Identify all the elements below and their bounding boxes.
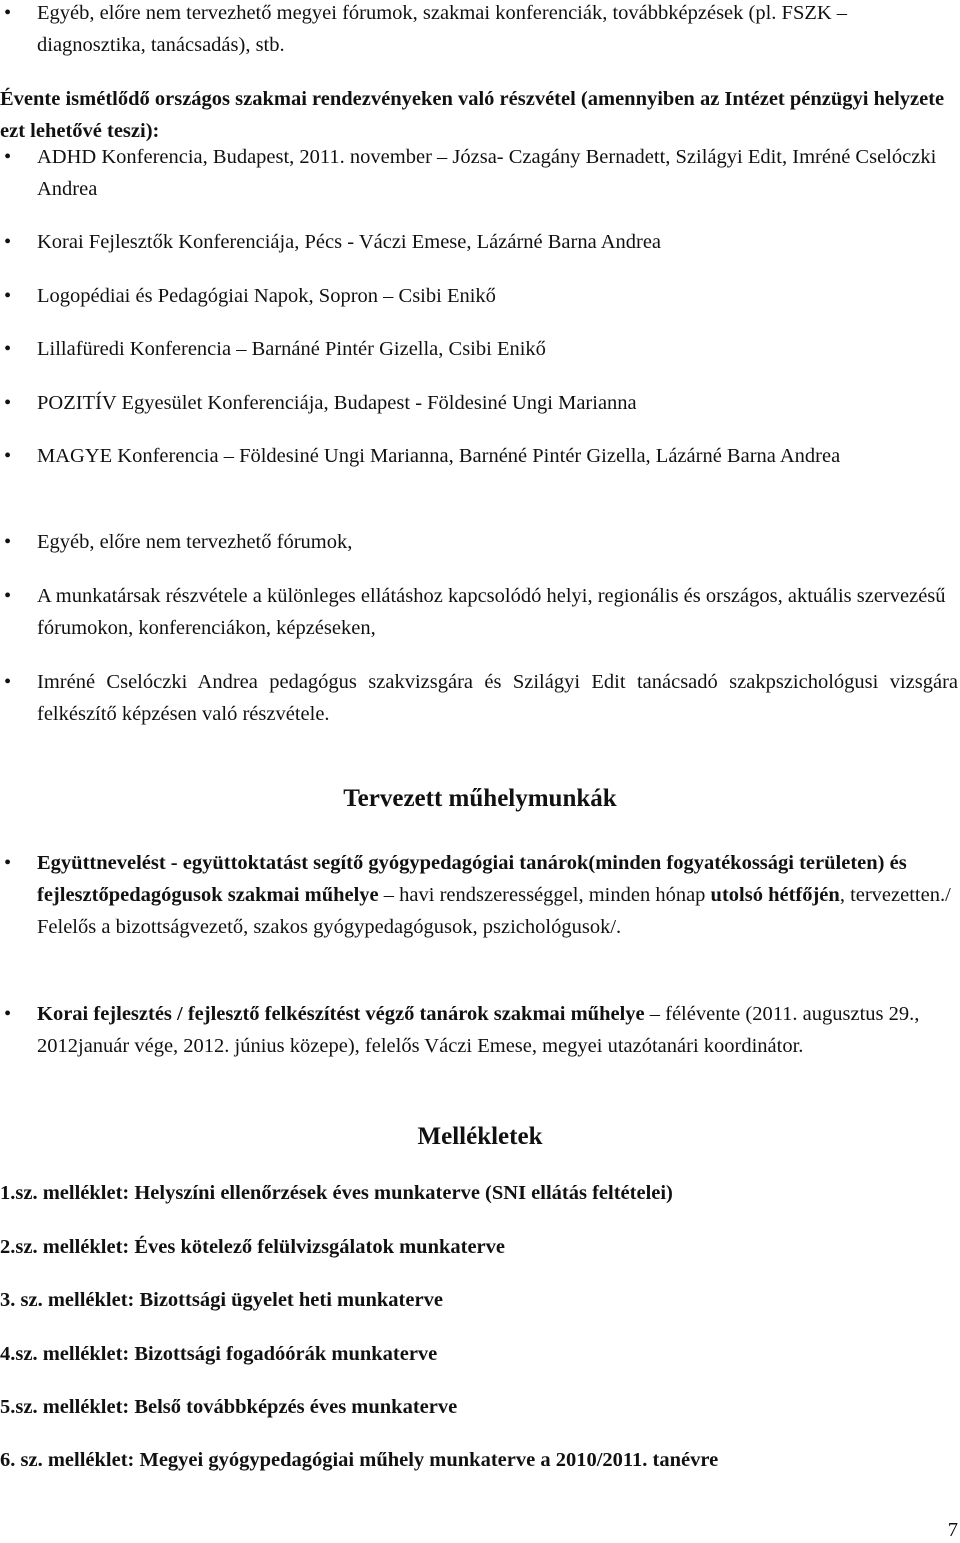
section-heading-workshops: Tervezett műhelymunkák [343,785,617,812]
list-item-text: ADHD Konferencia, Budapest, 2011. november – Józsa- Czagány Bernadett, Szilágyi Edit, Imréné Cselóczki Andrea [37,146,937,200]
workshop-title: Együttnevelést - együttoktatást segítő gyógypedagógiai tanárok(minden fogyatékossági területen) és fejlesztőpedagógusok szakmai műhelye [37,852,907,906]
list-item [0,998,958,1062]
list-item-text: Imréné Cselóczki Andrea pedagógus szakvizsgára és Szilágyi Edit tanácsadó szakpszichológusi vizsgára felkészítő képzésen való részvétele. [37,671,958,725]
list-item-text: Korai Fejlesztők Konferenciája, Pécs - Váczi Emese, Lázárné Barna Andrea [37,231,662,253]
list-item-text: Lillafüredi Konferencia – Barnáné Pintér Gizella, Csibi Enikő [37,338,546,360]
attachment-item: 3. sz. melléklet: Bizottsági ügyelet heti munkaterve [0,1289,443,1311]
attachment-item: 4.sz. melléklet: Bizottsági fogadóórák munkaterve [0,1343,438,1365]
list-item [0,0,958,61]
workshop-detail: , tervezetten./ Felelős a bizottságvezető, szakos gyógypedagógusok, pszichológusok/. [37,884,951,938]
attachment-item: 6. sz. melléklet: Megyei gyógypedagógiai műhely munkaterve a 2010/2011. tanévre [0,1449,719,1471]
list-item [0,387,958,419]
list-item-text: A munkatársak részvétele a különleges ellátáshoz kapcsolódó helyi, regionális és országos, aktuális szervezésű fórumokon, konferenciákon, képzéseken, [37,585,946,639]
attachment-item: 2.sz. melléklet: Éves kötelező felülvizsgálatok munkaterve [0,1236,506,1258]
list-item-text: Logopédiai és Pedagógiai Napok, Sopron – Csibi Enikő [37,285,496,307]
list-item [0,440,958,472]
list-item-text: MAGYE Konferencia – Földesiné Ungi Marianna, Barnéné Pintér Gizella, Lázárné Barna Andrea [37,445,841,467]
list-item-text: Egyéb, előre nem tervezhető megyei fórumok, szakmai konferenciák, továbbképzések (pl. FSZK – diagnosztika, tanácsadás), stb. [37,2,848,56]
list-item [0,280,958,312]
attachment-item: 5.sz. melléklet: Belső továbbképzés éves munkaterve [0,1396,458,1418]
list-item [0,333,958,365]
list-item-text: Egyéb, előre nem tervezhető fórumok, [37,531,353,553]
page-number: 7 [947,1519,958,1541]
list-item-text: POZITÍV Egyesület Konferenciája, Budapest - Földesiné Ungi Marianna [37,392,637,414]
list-item [0,666,958,730]
workshop-detail-emphasis: utolsó hétfőjén [710,884,840,906]
list-item [0,141,958,205]
workshop-detail: – félévente (2011. augusztus 29., 2012január vége, 2012. június közepe), felelős Váczi Emese, megyei utazótanári koordinátor. [37,1003,920,1057]
list-item [0,847,958,943]
attachment-item: 1.sz. melléklet: Helyszíni ellenőrzések éves munkaterve (SNI ellátás feltételei) [0,1182,673,1204]
workshop-detail: – havi rendszerességgel, minden hónap [378,884,711,906]
list-item [0,226,958,258]
workshop-title: Korai fejlesztés / fejlesztő felkészítést végző tanárok szakmai műhelye [37,1003,645,1025]
section-heading-attachments: Mellékletek [417,1123,543,1150]
national-events-intro: Évente ismétlődő országos szakmai rendezvényeken való részvétel (amennyiben az Intézet pénzügyi helyzete ezt lehetővé teszi): [0,88,945,142]
list-item [0,580,958,644]
list-item [0,526,958,558]
